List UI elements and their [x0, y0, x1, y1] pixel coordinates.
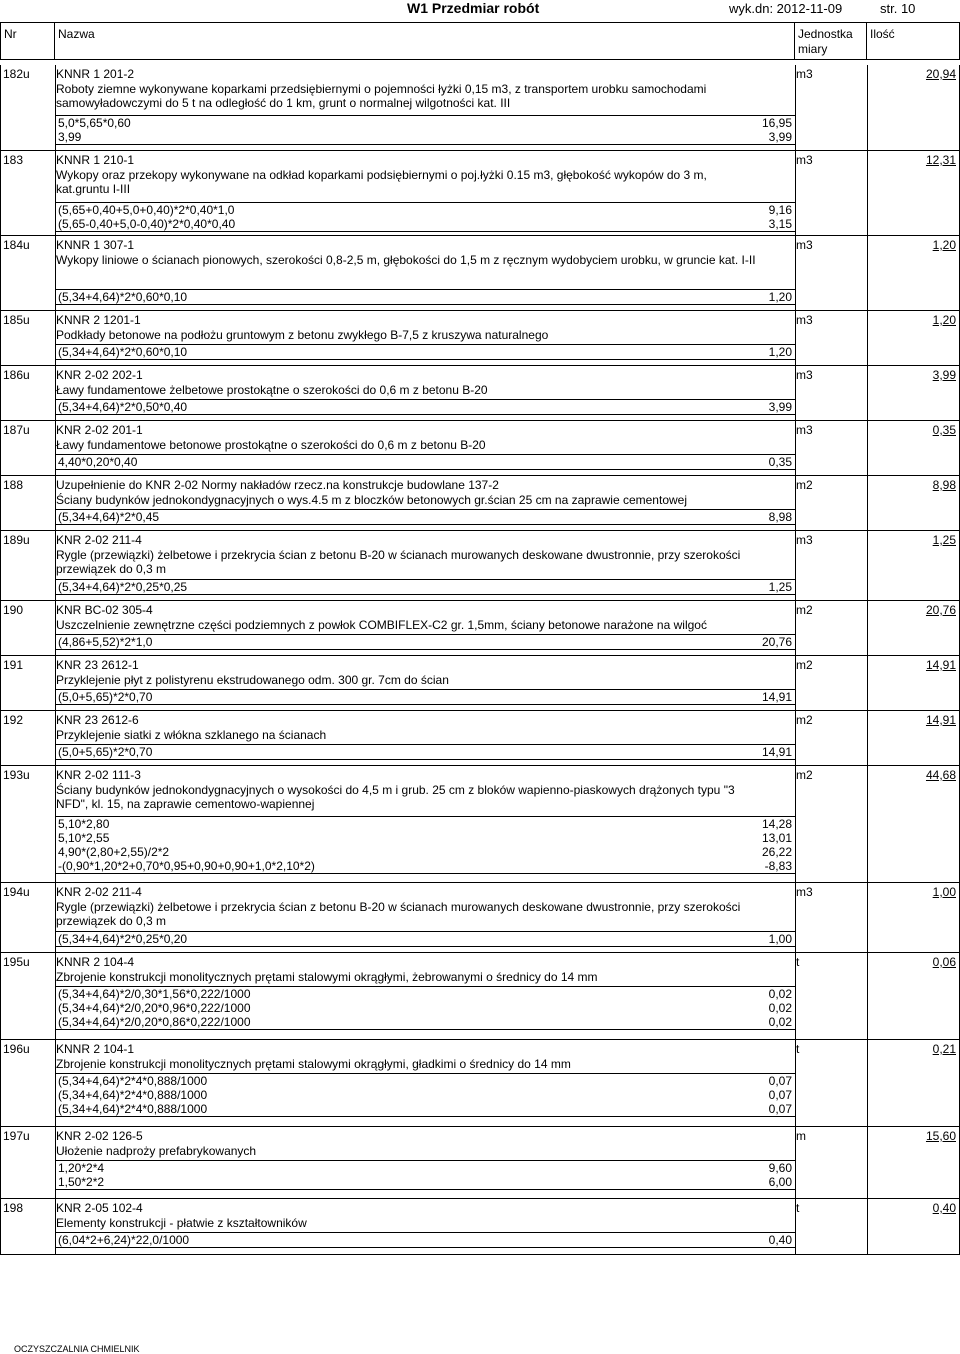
calculation-value: 0,35: [768, 455, 792, 469]
calculation-value: 0,40: [768, 1233, 792, 1247]
calculation-row: [56, 1233, 795, 1247]
column-separator: [867, 366, 868, 420]
calculation-box: [55, 399, 796, 415]
position-row: [0, 366, 960, 421]
calculation-value: 8,98: [768, 510, 792, 524]
calculation-value: 13,01: [761, 831, 792, 845]
position-description-line: Rygle (przewiązki) żelbetowe i przekrycia ścian z betonu B-20 w ścianach murowanych deskowane dwustronnie, przy szerokości: [56, 900, 741, 914]
calculation-box: [55, 1073, 796, 1117]
position-code: KNR 2-02 111-3: [56, 768, 141, 782]
calculation-expression: 1,20*2*4: [58, 1161, 105, 1175]
position-row: [0, 531, 960, 601]
calculation-box: [55, 689, 796, 705]
position-row: [0, 953, 960, 1040]
calculation-row: [56, 203, 795, 217]
position-number: 194u: [3, 885, 30, 899]
calculation-row: [56, 831, 795, 845]
column-separator: [867, 1040, 868, 1126]
calculation-value: 0,02: [768, 1015, 792, 1029]
position-unit: m3: [796, 368, 813, 382]
column-header-name: Nazwa: [55, 23, 795, 59]
calculation-value: -8,83: [764, 859, 792, 873]
position-code: KNR 2-02 202-1: [56, 368, 143, 382]
position-quantity: 3,99: [932, 368, 956, 382]
position-code: KNR 23 2612-1: [56, 658, 139, 672]
calculation-box: [55, 579, 796, 595]
column-separator: [0, 531, 1, 600]
calculation-box: [55, 1160, 796, 1190]
calculation-row: [56, 1102, 795, 1116]
position-quantity: 20,76: [925, 603, 956, 617]
position-code: KNR 2-05 102-4: [56, 1201, 143, 1215]
position-description: [56, 900, 740, 928]
position-code: KNNR 1 307-1: [56, 238, 135, 252]
position-quantity: 12,31: [925, 153, 956, 167]
calculation-row: [56, 580, 795, 594]
column-separator: [867, 531, 868, 600]
position-description: [56, 1144, 256, 1158]
position-description-line: Zbrojenie konstrukcji monolitycznych prętami stalowymi okrągłymi, gładkimi o średnicy do 14 mm: [56, 1057, 571, 1071]
calculation-value: 6,00: [768, 1175, 792, 1189]
column-header-unit: [795, 23, 867, 59]
position-description: [56, 168, 707, 196]
calculation-row: [56, 116, 795, 130]
position-unit: m3: [796, 238, 813, 252]
position-quantity: 0,21: [932, 1042, 956, 1056]
position-code: KNR 2-02 201-1: [56, 423, 143, 437]
position-description: [56, 1057, 571, 1071]
position-unit: m2: [796, 603, 813, 617]
column-separator: [0, 766, 1, 882]
position-code: KNR 23 2612-6: [56, 713, 139, 727]
position-description: [56, 328, 548, 342]
position-description: [56, 548, 740, 576]
calculation-expression: (5,34+4,64)*2*0,60*0,10: [58, 345, 188, 359]
document-header: [0, 0, 960, 18]
position-number: 186u: [3, 368, 30, 382]
position-number: 190: [3, 603, 24, 617]
calculation-value: 1,00: [768, 932, 792, 946]
calculation-value: 26,22: [761, 845, 792, 859]
position-unit: m2: [796, 478, 813, 492]
position-description-line: Przyklejenie płyt z polistyrenu ekstrudowanego odm. 300 gr. 7cm do ścian: [56, 673, 449, 687]
calculation-expression: (5,34+4,64)*2/0,20*0,86*0,222/1000: [58, 1015, 251, 1029]
calculation-row: [56, 290, 795, 304]
calculation-value: 0,07: [768, 1102, 792, 1116]
column-header-qty: Ilość: [867, 23, 960, 59]
column-separator: [0, 311, 1, 365]
position-number: 183: [3, 153, 24, 167]
calculation-row: [56, 345, 795, 359]
position-description-line: Podkłady betonowe na podłożu gruntowym z betonu zwykłego B-7,5 z kruszywa naturalnego: [56, 328, 549, 342]
position-number: 198: [3, 1201, 24, 1215]
column-separator: [867, 1127, 868, 1198]
position-quantity: 14,91: [925, 713, 956, 727]
table-header-border: [0, 59, 960, 60]
calculation-expression: (4,86+5,52)*2*1,0: [58, 635, 153, 649]
position-quantity: 44,68: [925, 768, 956, 782]
position-description-line: Ściany budynków jednokondygnacyjnych o wysokości do 4,5 m i grub. 25 cm z bloków wapienno-piaskowych drążonych typu "3: [56, 783, 735, 797]
position-description-line: Wykopy oraz przekopy wykonywane na odkład koparkami podsiębiernymi o poj.łyżki 0.15 m3, głębokość wykopów do 3 m,: [56, 168, 707, 182]
calculation-value: 1,20: [768, 345, 792, 359]
calculation-row: [56, 1001, 795, 1015]
position-unit: m2: [796, 768, 813, 782]
calculation-box: [55, 986, 796, 1030]
position-row: [0, 151, 960, 236]
position-number: 184u: [3, 238, 30, 252]
position-description: [56, 728, 326, 742]
column-separator: [0, 151, 1, 235]
calculation-value: 9,60: [768, 1161, 792, 1175]
position-description: [56, 493, 687, 507]
calculation-box: [55, 931, 796, 947]
position-quantity: 1,25: [932, 533, 956, 547]
calculation-expression: 4,90*(2,80+2,55)/2*2: [58, 845, 170, 859]
position-unit: t: [796, 1042, 800, 1056]
column-separator: [0, 601, 1, 655]
position-quantity: 8,98: [932, 478, 956, 492]
column-separator: [0, 65, 1, 150]
position-code: KNR 2-02 211-4: [56, 885, 142, 899]
calculation-row: [56, 817, 795, 831]
column-separator: [867, 711, 868, 765]
calculation-value: 0,02: [768, 987, 792, 1001]
position-description-line: Ułożenie nadproży prefabrykowanych: [56, 1144, 257, 1158]
calculation-row: [56, 400, 795, 414]
position-description: [56, 82, 706, 110]
calculation-row: [56, 1074, 795, 1088]
column-separator: [0, 236, 1, 310]
column-separator: [867, 953, 868, 1039]
position-number: 182u: [3, 67, 30, 81]
position-unit: t: [796, 1201, 800, 1215]
position-number: 187u: [3, 423, 30, 437]
calculation-value: 14,28: [761, 817, 792, 831]
position-description-line: przewiązek do 0,3 m: [56, 562, 167, 576]
calculation-expression: (5,34+4,64)*2/0,20*0,96*0,222/1000: [58, 1001, 251, 1015]
calculation-expression: 5,0*5,65*0,60: [58, 116, 131, 130]
position-code: Uzupełnienie do KNR 2-02 Normy nakładów rzecz.na konstrukcje budowlane 137-2: [56, 478, 499, 492]
position-quantity: 15,60: [925, 1129, 956, 1143]
position-unit: m3: [796, 885, 813, 899]
position-row: [0, 656, 960, 711]
column-separator: [0, 656, 1, 710]
column-separator: [0, 883, 1, 952]
position-code: KNR 2-02 211-4: [56, 533, 142, 547]
position-code: KNR BC-02 305-4: [56, 603, 153, 617]
position-description-line: kat.gruntu I-III: [56, 182, 131, 196]
page-number: str. 10: [880, 1, 916, 16]
position-description: [56, 618, 707, 632]
calculation-expression: -(0,90*1,20*2+0,70*0,95+0,90+0,90+1,0*2,10*2): [58, 859, 315, 873]
position-row: [0, 601, 960, 656]
position-description-line: przewiązek do 0,3 m: [56, 914, 167, 928]
position-description-line: Ławy fundamentowe betonowe prostokątne o szerokości do 0,6 m z betonu B-20: [56, 438, 486, 452]
position-code: KNNR 2 104-4: [56, 955, 135, 969]
position-number: 195u: [3, 955, 30, 969]
calculation-value: 0,07: [768, 1088, 792, 1102]
position-row: [0, 65, 960, 151]
calculation-row: [56, 510, 795, 524]
position-unit: m3: [796, 533, 813, 547]
calculation-value: 14,91: [761, 690, 792, 704]
position-description: [56, 673, 449, 687]
position-quantity: 1,20: [932, 238, 956, 252]
position-unit: m: [796, 1129, 806, 1143]
position-number: 188: [3, 478, 24, 492]
position-description: [56, 438, 486, 452]
position-code: KNNR 1 201-2: [56, 67, 135, 81]
position-unit: m2: [796, 713, 813, 727]
column-separator: [867, 236, 868, 310]
position-row: [0, 766, 960, 883]
calculation-value: 0,07: [768, 1074, 792, 1088]
position-quantity: 14,91: [925, 658, 956, 672]
position-code: KNNR 1 210-1: [56, 153, 135, 167]
position-description-line: Zbrojenie konstrukcji monolitycznych prętami stalowymi okrągłymi, żebrowanymi o średnicy do 14 mm: [56, 970, 598, 984]
calculation-expression: 5,10*2,55: [58, 831, 110, 845]
calculation-expression: (5,0+5,65)*2*0,70: [58, 690, 153, 704]
document-title: W1 Przedmiar robót: [407, 0, 540, 16]
calculation-value: 20,76: [761, 635, 792, 649]
calculation-expression: (5,0+5,65)*2*0,70: [58, 745, 153, 759]
footer-project-name: OCZYSZCZALNIA CHMIELNIK: [14, 1344, 140, 1354]
position-unit: t: [796, 955, 800, 969]
position-number: 193u: [3, 768, 30, 782]
calculation-row: [56, 845, 795, 859]
calculation-value: 1,20: [768, 290, 792, 304]
column-separator: [867, 65, 868, 150]
position-quantity: 20,94: [925, 67, 956, 81]
calculation-expression: 5,10*2,80: [58, 817, 110, 831]
position-row: [0, 1040, 960, 1127]
calculation-row: [56, 1161, 795, 1175]
column-header-unit-line2: miary: [798, 42, 828, 56]
position-description-line: Przyklejenie siatki z włókna szklanego na ścianach: [56, 728, 327, 742]
column-separator: [0, 711, 1, 765]
calculation-box: [55, 202, 796, 232]
calculation-expression: (5,34+4,64)*2*0,25*0,25: [58, 580, 188, 594]
position-row: [0, 421, 960, 476]
calculation-box: [55, 289, 796, 305]
position-number: 197u: [3, 1129, 30, 1143]
position-description: [56, 970, 598, 984]
calculation-row: [56, 745, 795, 759]
calculation-value: 3,99: [768, 130, 792, 144]
position-description-line: NFD", kl. 15, na zaprawie cementowo-wapiennej: [56, 797, 315, 811]
calculation-row: [56, 859, 795, 873]
calculation-expression: (5,34+4,64)*2*0,25*0,20: [58, 932, 188, 946]
calculation-row: [56, 1175, 795, 1189]
calculation-expression: (5,65+0,40+5,0+0,40)*2*0,40*1,0: [58, 203, 235, 217]
position-number: 189u: [3, 533, 30, 547]
calculation-row: [56, 987, 795, 1001]
position-code: KNNR 2 1201-1: [56, 313, 141, 327]
calculation-row: [56, 217, 795, 231]
column-separator: [0, 953, 1, 1039]
column-separator: [867, 883, 868, 952]
calculation-box: [55, 115, 796, 145]
position-row: [0, 711, 960, 766]
calculation-box: [55, 344, 796, 360]
position-description: [56, 383, 488, 397]
position-number: 191: [3, 658, 24, 672]
position-unit: m2: [796, 658, 813, 672]
calculation-value: 0,02: [768, 1001, 792, 1015]
calculation-expression: (6,04*2+6,24)*22,0/1000: [58, 1233, 190, 1247]
calculation-value: 3,15: [768, 217, 792, 231]
position-description-line: samowyładowczymi do 5 t na odległość do 1 km, grunt o normalnej wilgotności kat. III: [56, 96, 511, 110]
position-description-line: Ławy fundamentowe żelbetowe prostokątne o szerokości do 0,6 m z betonu B-20: [56, 383, 488, 397]
position-row: [0, 1127, 960, 1199]
position-description-line: Wykopy liniowe o ścianach pionowych, szerokości 0,8-2,5 m, głębokości do 1,5 m z ręcznym wydobyciem urobku, w gruncie kat. I-II: [56, 253, 756, 267]
position-quantity: 0,40: [932, 1201, 956, 1215]
column-header-nr: Nr: [0, 23, 55, 59]
calculation-box: [55, 816, 796, 874]
position-code: KNR 2-02 126-5: [56, 1129, 143, 1143]
calculation-value: 3,99: [768, 400, 792, 414]
position-description: [56, 253, 756, 267]
column-separator: [867, 1199, 868, 1254]
column-separator: [867, 656, 868, 710]
position-quantity: 1,00: [932, 885, 956, 899]
calculation-box: [55, 634, 796, 650]
calculation-expression: (5,34+4,64)*2*4*0,888/1000: [58, 1088, 208, 1102]
position-row: [0, 236, 960, 311]
position-quantity: 1,20: [932, 313, 956, 327]
column-header-unit-line1: Jednostka: [798, 27, 853, 41]
column-separator: [0, 476, 1, 530]
calculation-expression: (5,34+4,64)*2/0,30*1,56*0,222/1000: [58, 987, 251, 1001]
position-description: [56, 1216, 307, 1230]
position-row: [0, 476, 960, 531]
calculation-box: [55, 744, 796, 760]
calculation-box: [55, 509, 796, 525]
calculation-value: 9,16: [768, 203, 792, 217]
calculation-expression: (5,34+4,64)*2*0,45: [58, 510, 160, 524]
column-separator: [0, 421, 1, 475]
calculation-expression: 3,99: [58, 130, 82, 144]
position-quantity: 0,06: [932, 955, 956, 969]
calculation-row: [56, 635, 795, 649]
calculation-expression: (5,34+4,64)*2*4*0,888/1000: [58, 1074, 208, 1088]
column-separator: [867, 151, 868, 235]
column-separator: [0, 1199, 1, 1254]
position-description: [56, 783, 735, 811]
calculation-value: 14,91: [761, 745, 792, 759]
calculation-box: [55, 1232, 796, 1248]
calculation-expression: (5,34+4,64)*2*0,50*0,40: [58, 400, 188, 414]
column-separator: [867, 476, 868, 530]
calculation-row: [56, 455, 795, 469]
document-date: wyk.dn: 2012-11-09: [729, 1, 843, 16]
calculation-expression: 4,40*0,20*0,40: [58, 455, 138, 469]
position-number: 192: [3, 713, 24, 727]
calculation-row: [56, 1015, 795, 1029]
position-description-line: Elementy konstrukcji - płatwie z kształtowników: [56, 1216, 307, 1230]
column-separator: [867, 311, 868, 365]
position-description-line: Roboty ziemne wykonywane koparkami przedsiębiernymi o pojemności łyżki 0,15 m3, z transportem urobku samochodami: [56, 82, 707, 96]
calculation-expression: (5,34+4,64)*2*4*0,888/1000: [58, 1102, 208, 1116]
position-unit: m3: [796, 153, 813, 167]
calculation-box: [55, 454, 796, 470]
column-separator: [867, 601, 868, 655]
calculation-expression: (5,34+4,64)*2*0,60*0,10: [58, 290, 188, 304]
position-description-line: Uszczelnienie zewnętrzne części podziemnych z powłok COMBIFLEX-C2 gr. 1,5mm, ściany betonowe narażone na wilgoć: [56, 618, 707, 632]
position-description-line: Ściany budynków jednokondygnacyjnych o wys.4.5 m z bloczków betonowych gr.ścian 25 cm na zaprawie cementowej: [56, 493, 687, 507]
position-unit: m3: [796, 313, 813, 327]
calculation-expression: (5,65-0,40+5,0-0,40)*2*0,40*0,40: [58, 217, 236, 231]
position-row: [0, 311, 960, 366]
position-code: KNNR 2 104-1: [56, 1042, 135, 1056]
position-unit: m3: [796, 423, 813, 437]
position-number: 196u: [3, 1042, 30, 1056]
column-separator: [0, 1040, 1, 1126]
position-unit: m3: [796, 67, 813, 81]
calculation-row: [56, 932, 795, 946]
column-separator: [867, 421, 868, 475]
position-row: [0, 883, 960, 953]
position-quantity: 0,35: [932, 423, 956, 437]
column-separator: [0, 1127, 1, 1198]
calculation-row: [56, 1088, 795, 1102]
column-separator: [0, 366, 1, 420]
position-description-line: Rygle (przewiązki) żelbetowe i przekrycia ścian z betonu B-20 w ścianach murowanych deskowane dwustronnie, przy szerokości: [56, 548, 741, 562]
calculation-value: 16,95: [761, 116, 792, 130]
calculation-expression: 1,50*2*2: [58, 1175, 105, 1189]
position-row: [0, 1199, 960, 1255]
calculation-row: [56, 130, 795, 144]
column-separator: [867, 766, 868, 882]
calculation-row: [56, 690, 795, 704]
position-number: 185u: [3, 313, 30, 327]
calculation-value: 1,25: [768, 580, 792, 594]
